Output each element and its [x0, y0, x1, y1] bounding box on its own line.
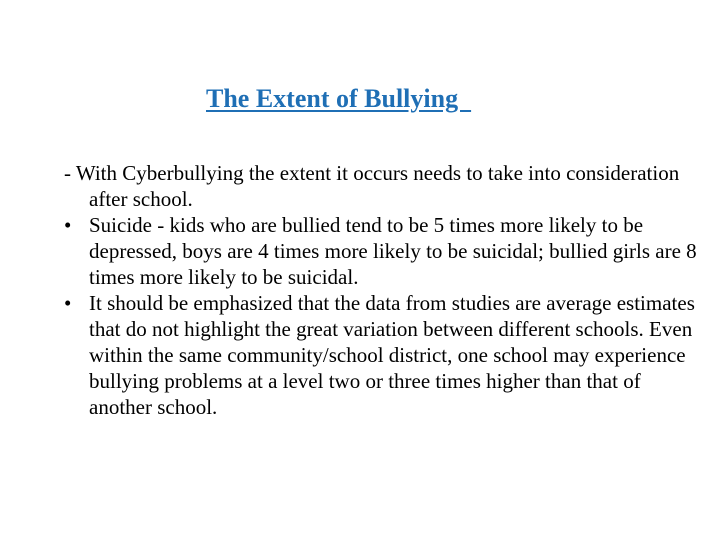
bullet-marker: •: [64, 213, 72, 237]
slide-body: [64, 160, 704, 420]
bullet-item-variation: [64, 290, 704, 420]
bullet-marker: •: [64, 291, 72, 315]
bullet-item-suicide: [64, 212, 704, 290]
intro-paragraph: - With Cyberbullying the extent it occurs needs to take into consideration after school.: [64, 161, 680, 211]
bullet-text: Suicide - kids who are bullied tend to be 5 times more likely to be depressed, boys are 4 times more likely to be suicidal; bullied girls are 8 times more likely to be suicidal.: [89, 213, 697, 289]
bullet-text: It should be emphasized that the data from studies are average estimates that do not highlight the great variation between different schools. Even within the same community/school district, one school may experience bullying problems at a level two or three times higher than that of another school.: [89, 291, 695, 419]
slide-title: The Extent of Bullying: [206, 84, 472, 113]
